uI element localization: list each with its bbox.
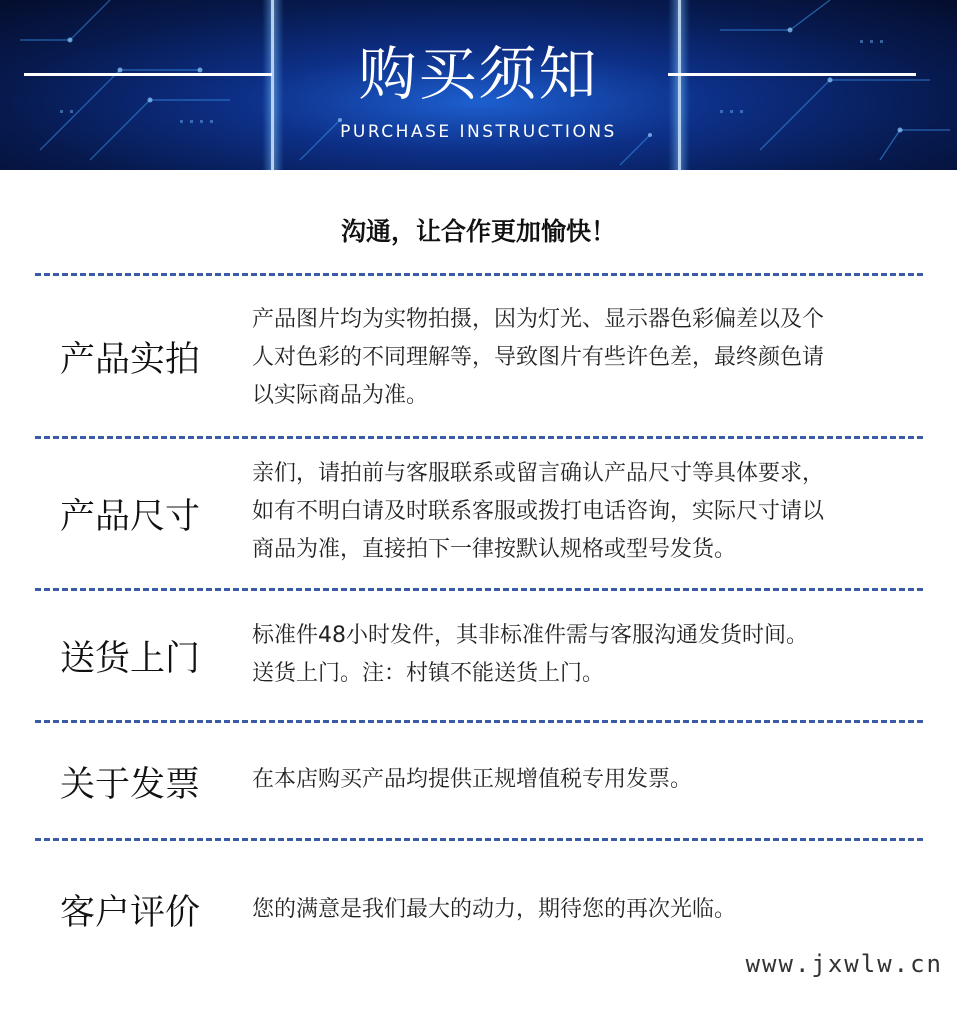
slogan: 沟通，让合作更加愉快！ (340, 217, 616, 246)
section-text (252, 617, 912, 693)
section-label: 关于发票 (59, 765, 200, 805)
section-text (252, 301, 912, 415)
section-text (252, 891, 912, 929)
section-product-photo (0, 276, 957, 436)
section-label: 送货上门 (59, 639, 200, 679)
section-text-line: 标准件48小时发件，其非标准件需与客服沟通发货时间。 (252, 623, 808, 648)
page-subtitle: PURCHASE INSTRUCTIONS (340, 122, 617, 142)
header-banner (0, 0, 957, 170)
section-reviews (0, 841, 957, 951)
section-text-line: 送货上门。注：村镇不能送货上门。 (252, 661, 605, 686)
section-text-line: 商品为准，直接拍下一律按默认规格或型号发货。 (252, 537, 737, 562)
section-text (252, 761, 912, 799)
section-label: 产品实拍 (59, 340, 200, 380)
section-text-line: 产品图片均为实物拍摄，因为灯光、显示器色彩偏差以及个 (252, 307, 825, 332)
section-product-size (0, 439, 957, 588)
section-text-line: 您的满意是我们最大的动力，期待您的再次光临。 (252, 897, 737, 922)
section-label: 客户评价 (59, 893, 200, 933)
section-invoice (0, 723, 957, 838)
section-text-line: 在本店购买产品均提供正规增值税专用发票。 (252, 767, 693, 792)
section-text-line: 以实际商品为准。 (252, 383, 429, 408)
section-text (252, 455, 912, 569)
watermark-url: www.jxwlw.cn (745, 950, 943, 978)
section-text-line: 人对色彩的不同理解等，导致图片有些许色差，最终颜色请 (252, 345, 825, 370)
section-text-line: 亲们，请拍前与客服联系或留言确认产品尺寸等具体要求， (252, 461, 825, 486)
section-delivery (0, 591, 957, 720)
page-title: 购买须知 (358, 40, 599, 108)
section-text-line: 如有不明白请及时联系客服或拨打电话咨询，实际尺寸请以 (252, 499, 825, 524)
section-label: 产品尺寸 (59, 497, 200, 537)
